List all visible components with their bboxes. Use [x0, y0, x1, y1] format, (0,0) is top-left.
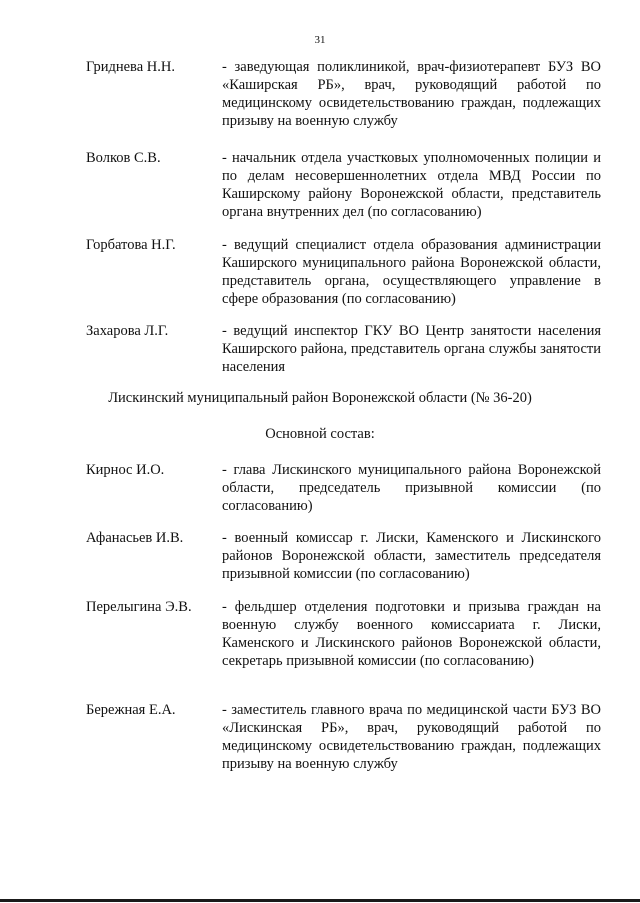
member-role: - фельдшер отделения подготовки и призыва граждан на военную службу военного комиссариата г. Лиски, Каменского и Лискинского районов Воронежской области, секретарь призывной комиссии (по согласованию) [222, 599, 601, 669]
member-name: Перелыгина Э.В. [86, 599, 192, 615]
member-role: - ведущий инспектор ГКУ ВО Центр занятости населения Каширского района, представитель органа службы занятости населения [222, 323, 601, 375]
member-name: Горбатова Н.Г. [86, 237, 176, 253]
member-role: - глава Лискинского муниципального района Воронежской области, председатель призывной комиссии (по согласованию) [222, 462, 601, 514]
member-role: - заместитель главного врача по медицинской части БУЗ ВО «Лискинская РБ», врач, руководящий работой по медицинскому освидетельствованию граждан, подлежащих призыву на военную службу [222, 702, 601, 772]
page-number: 31 [314, 34, 326, 46]
member-name: Бережная Е.А. [86, 702, 176, 718]
member-name: Гриднева Н.Н. [86, 59, 175, 75]
member-name: Афанасьев И.В. [86, 530, 184, 546]
member-role: - ведущий специалист отдела образования администрации Каширского муниципального района Воронежской области, представитель органа, осуществляющего управление в сфере образования (по согласованию) [222, 237, 601, 307]
member-name: Захарова Л.Г. [86, 323, 169, 339]
member-role: - военный комиссар г. Лиски, Каменского и Лискинского районов Воронежской области, заместитель председателя призывной комиссии (по согласованию) [222, 530, 601, 582]
composition-heading: Основной состав: [265, 426, 375, 442]
member-role: - заведующая поликлиникой, врач-физиотерапевт БУЗ ВО «Каширская РБ», врач, руководящий работой по медицинскому освидетельствованию граждан, подлежащих призыву на военную службу [222, 59, 601, 129]
member-role: - начальник отдела участковых уполномоченных полиции и по делам несовершеннолетних отдела МВД России по Каширскому району Воронежской области, представитель органа внутренних дел (по согласованию) [222, 150, 601, 220]
member-name: Кирнос И.О. [86, 462, 165, 478]
member-name: Волков С.В. [86, 150, 161, 166]
district-heading: Лискинский муниципальный район Воронежской области (№ 36-20) [108, 390, 532, 406]
scan-edge-rule [0, 899, 640, 902]
